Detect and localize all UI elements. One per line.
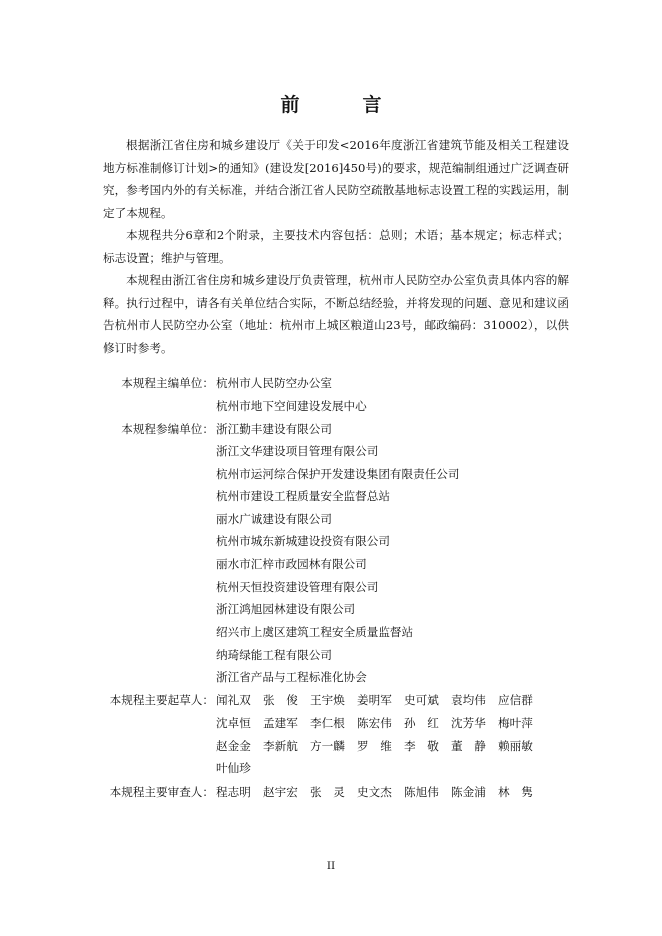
preface-paragraph-3: 本规程由浙江省住房和城乡建设厅负责管理，杭州市人民防空办公室负责具体内容的解释。执行过程中，请各有关单位结合实际，不断总结经验，并将发现的问题、意见和建议函告杭州市人民防空办公室（地址：杭州市上城区粮道山23号，邮政编码：310002），以供修订时参考。 bbox=[103, 273, 569, 355]
participating-unit-name: 浙江文华建设项目管理有限公司 bbox=[216, 444, 379, 458]
drafter-name: 梅叶萍 bbox=[498, 716, 533, 730]
reviewer-name: 张 灵 bbox=[310, 785, 345, 799]
participating-unit-row bbox=[0, 576, 662, 599]
participating-unit-name: 杭州市运河综合保护开发建设集团有限责任公司 bbox=[216, 467, 460, 481]
drafter-name: 李仁根 bbox=[310, 716, 345, 730]
drafter-name: 史可斌 bbox=[404, 693, 439, 707]
preface-paragraph-2: 本规程共分6章和2个附录，主要技术内容包括：总则；术语；基本规定；标志样式；标志设置；维护与管理。 bbox=[103, 228, 569, 265]
drafter-name: 罗 维 bbox=[357, 739, 392, 753]
participating-unit-name: 浙江鸿旭园林建设有限公司 bbox=[216, 602, 356, 616]
drafter-name: 赖丽敏 bbox=[498, 739, 533, 753]
participating-unit-row bbox=[0, 621, 662, 644]
participating-unit-name: 杭州天恒投资建设管理有限公司 bbox=[216, 580, 379, 594]
drafter-name: 袁均伟 bbox=[451, 693, 486, 707]
chief-unit-name: 杭州市地下空间建设发展中心 bbox=[216, 399, 367, 413]
drafter-name: 闻礼双 bbox=[216, 693, 251, 707]
drafter-name: 张 俊 bbox=[263, 693, 298, 707]
participating-unit-row bbox=[0, 418, 662, 441]
page-title: 前 言 bbox=[280, 94, 404, 116]
participating-unit-row bbox=[0, 553, 662, 576]
participating-unit-row bbox=[0, 530, 662, 553]
drafter-name: 应信群 bbox=[498, 693, 533, 707]
chief-unit-row bbox=[0, 395, 662, 418]
participating-unit-row bbox=[0, 666, 662, 689]
reviewers-label: 本规程主要审查人： bbox=[109, 785, 214, 799]
participating-unit-name: 绍兴市上虞区建筑工程安全质量监督站 bbox=[216, 625, 414, 639]
drafter-name: 沈芳华 bbox=[451, 716, 486, 730]
reviewer-name: 陈旭伟 bbox=[404, 785, 439, 799]
participating-unit-name: 浙江省产品与工程标准化协会 bbox=[216, 670, 367, 684]
drafter-name: 叶仙珍 bbox=[216, 761, 251, 775]
drafter-name: 李 敬 bbox=[404, 739, 439, 753]
drafters-label: 本规程主要起草人： bbox=[109, 693, 214, 707]
chief-unit-row bbox=[0, 372, 662, 395]
participating-unit-row bbox=[0, 485, 662, 508]
participating-unit-name: 丽水广诚建设有限公司 bbox=[216, 512, 332, 526]
drafter-name: 沈卓恒 bbox=[216, 716, 251, 730]
participating-unit-row bbox=[0, 463, 662, 486]
participating-unit-row bbox=[0, 440, 662, 463]
reviewer-name: 陈金浦 bbox=[451, 785, 486, 799]
page-number: II bbox=[326, 860, 336, 872]
chief-units-label: 本规程主编单位： bbox=[121, 376, 214, 390]
participating-unit-name: 杭州市建设工程质量安全监督总站 bbox=[216, 489, 390, 503]
reviewer-name: 史文杰 bbox=[357, 785, 392, 799]
participating-unit-row bbox=[0, 644, 662, 667]
preface-paragraph-1: 根据浙江省住房和城乡建设厅《关于印发<2016年度浙江省建筑节能及相关工程建设地方标准制修订计划>的通知》(建设发[2016]450号)的要求，规范编制组通过广泛调查研究，参考国内外的有关标准，并结合浙江省人民防空疏散基地标志设置工程的实践运用，制定了本规程。 bbox=[103, 138, 569, 220]
participating-unit-name: 纳琦绿能工程有限公司 bbox=[216, 648, 332, 662]
participating-unit-name: 杭州市城东新城建设投资有限公司 bbox=[216, 534, 390, 548]
participating-unit-name: 丽水市汇梓市政园林有限公司 bbox=[216, 557, 367, 571]
drafter-name: 董 静 bbox=[451, 739, 486, 753]
drafter-name: 孟建军 bbox=[263, 716, 298, 730]
drafter-name: 方一麟 bbox=[310, 739, 345, 753]
reviewer-name: 林 隽 bbox=[498, 785, 533, 799]
drafter-name: 李新航 bbox=[263, 739, 298, 753]
drafter-name: 姜明军 bbox=[357, 693, 392, 707]
participating-unit-row bbox=[0, 508, 662, 531]
participating-unit-row bbox=[0, 598, 662, 621]
reviewer-name: 赵宇宏 bbox=[263, 785, 298, 799]
drafter-name: 陈宏伟 bbox=[357, 716, 392, 730]
participating-unit-name: 浙江勤丰建设有限公司 bbox=[216, 422, 332, 436]
drafter-name: 王宇焕 bbox=[310, 693, 345, 707]
drafter-name: 孙 红 bbox=[404, 716, 439, 730]
reviewer-name: 程志明 bbox=[216, 785, 251, 799]
participating-units-label: 本规程参编单位： bbox=[121, 422, 214, 436]
drafter-name: 赵金金 bbox=[216, 739, 251, 753]
chief-unit-name: 杭州市人民防空办公室 bbox=[216, 376, 332, 390]
